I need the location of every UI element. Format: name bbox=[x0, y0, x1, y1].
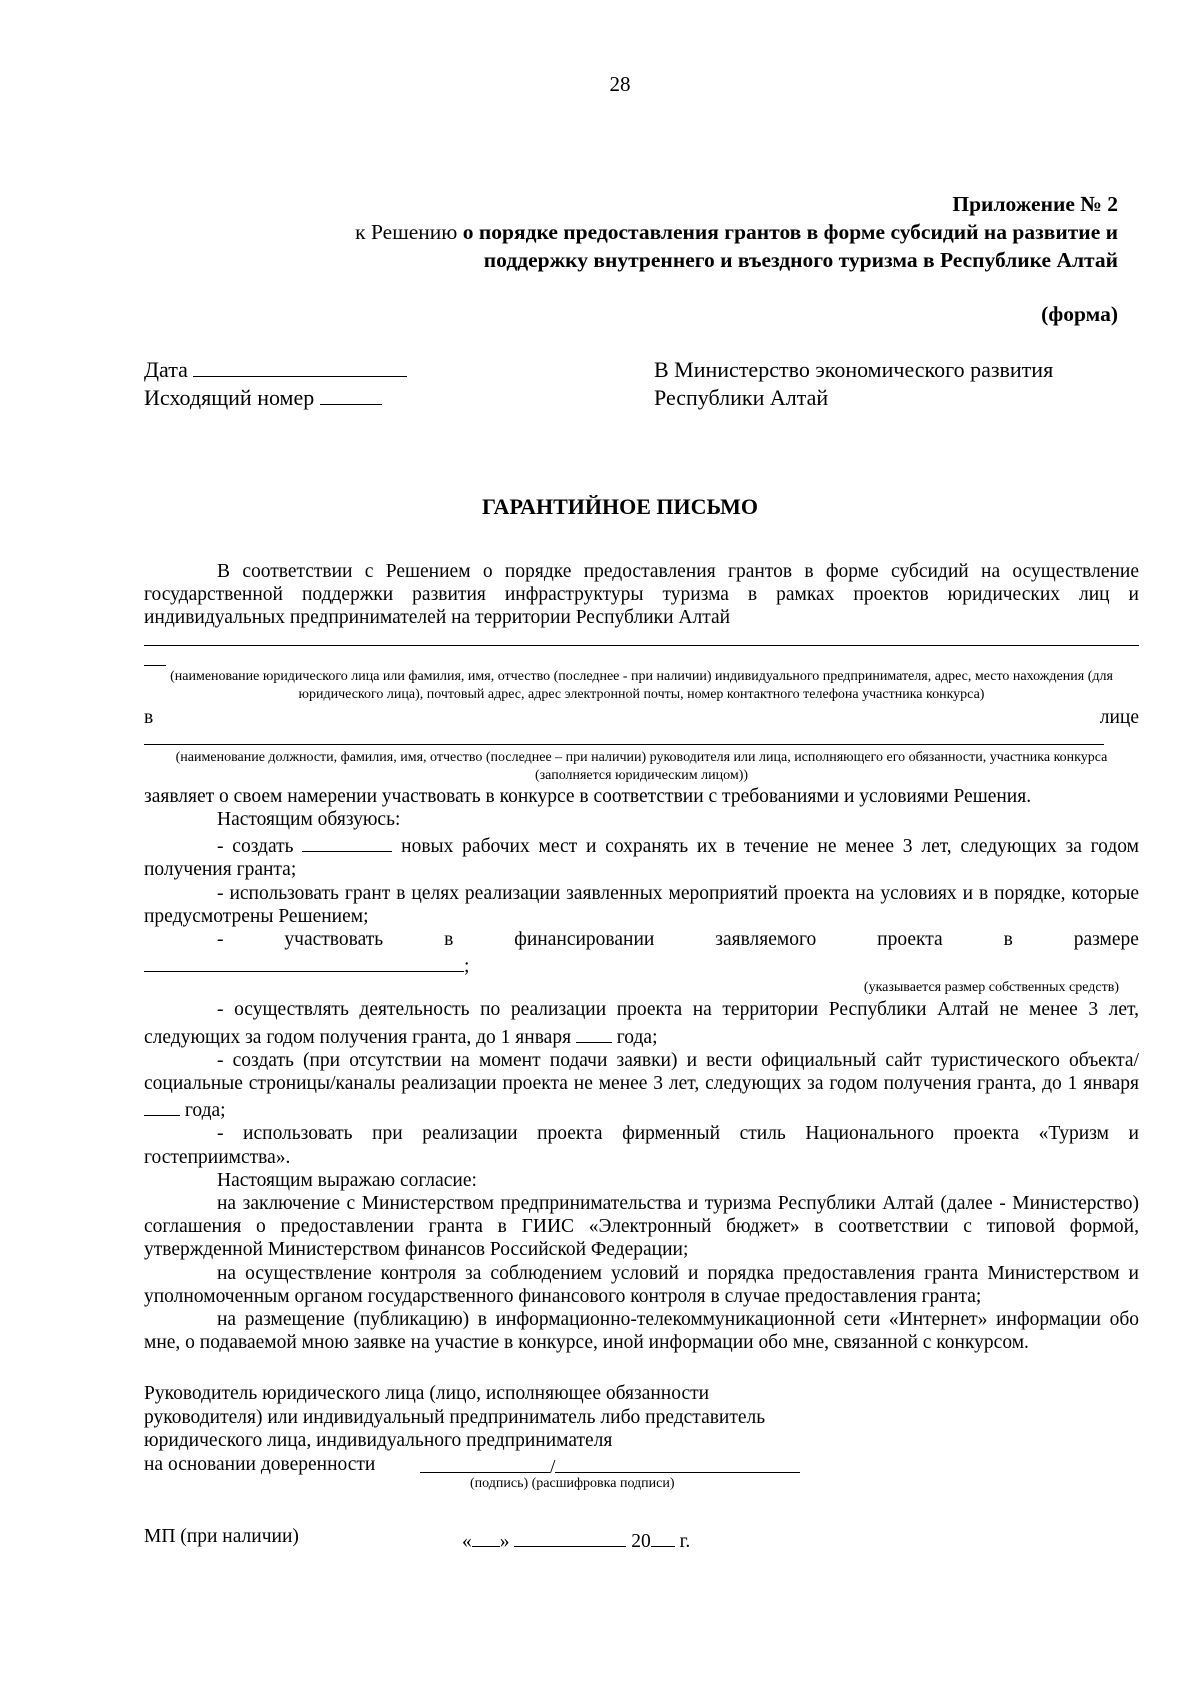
consent-2: на осуществление контроля за соблюдением условий и порядка предоставления гранта Министерством и уполномоченным органом государственного финансового контроля в случае предоставления гранта; bbox=[144, 1262, 1139, 1307]
signature-line bbox=[420, 1452, 800, 1479]
obligation-3-w2: в bbox=[444, 929, 454, 951]
year-prefix: 20 bbox=[631, 1531, 651, 1552]
oblige-heading: Настоящим обязуюсь: bbox=[217, 809, 401, 831]
addressee-line-2: Республики Алтай bbox=[654, 385, 829, 410]
date-block bbox=[144, 356, 407, 412]
in-person-row bbox=[144, 706, 1139, 729]
consent-heading: Настоящим выражаю согласие: bbox=[217, 1169, 477, 1191]
day-field[interactable] bbox=[472, 1526, 500, 1547]
date-field[interactable] bbox=[193, 356, 407, 377]
date-open-quote: « bbox=[462, 1531, 472, 1552]
obligation-3-w6: в bbox=[1003, 929, 1013, 951]
appendix-title-2: поддержку внутреннего и въездного туризма в Республике Алтай bbox=[483, 248, 1118, 272]
obligation-4-b: года; bbox=[616, 1026, 658, 1048]
head-caption: (наименование должности, фамилия, имя, отчество (последнее – при наличии) руководителя или лица, исполняющего его обязанности, участника конкурса (заполняется юридическим лицом)) bbox=[175, 749, 1108, 783]
sign-date bbox=[462, 1526, 690, 1553]
jobs-count-field[interactable] bbox=[302, 831, 392, 852]
own-funds-row bbox=[144, 951, 1139, 978]
obligation-3-w5: проекта bbox=[877, 929, 943, 951]
obligation-3 bbox=[144, 928, 1139, 951]
head-name-line[interactable] bbox=[144, 743, 1104, 745]
addressee-block bbox=[654, 356, 1053, 412]
signatory-line-4: на основании доверенности bbox=[144, 1453, 376, 1475]
signatory-line-1: Руководитель юридического лица (лицо, исполняющее обязанности bbox=[144, 1383, 710, 1404]
own-funds-caption: (указывается размер собственных средств) bbox=[863, 980, 1119, 996]
signatory-line-3: юридического лица, индивидуального предпринимателя bbox=[144, 1430, 613, 1451]
consent-1: на заключение с Министерством предпринимательства и туризма Республики Алтай (далее - Министерство) соглашения о предоставлении гранта в ГИИС «Электронный бюджет» в соответствии с типовой формой, утвержденной Министерством финансов Российской Федерации; bbox=[144, 1193, 1139, 1261]
obligation-3-w1: участвовать bbox=[284, 929, 384, 951]
obligation-3-w3: финансировании bbox=[514, 929, 655, 951]
addressee-line-1: В Министерство экономического развития bbox=[654, 357, 1054, 382]
year-field-1[interactable] bbox=[576, 1022, 612, 1043]
appendix-prefix: к Решению bbox=[355, 220, 463, 244]
obligation-1 bbox=[144, 831, 1139, 881]
appendix-title-1: о порядке предоставления грантов в форме субсидий на развитие и bbox=[462, 220, 1118, 244]
year-field-2[interactable] bbox=[144, 1095, 180, 1116]
in-label: в bbox=[144, 706, 154, 728]
declares-paragraph: заявляет о своем намерении участвовать в конкурсе в соответствии с требованиями и условиями Решения. bbox=[144, 785, 1032, 807]
entity-name-line[interactable] bbox=[144, 644, 1139, 646]
stamp-label: МП (при наличии) bbox=[144, 1526, 299, 1547]
date-close-quote: » bbox=[499, 1531, 510, 1552]
own-funds-field[interactable] bbox=[144, 951, 464, 972]
consent-3: на размещение (публикацию) в информационно-телекоммуникационной сети «Интернет» информации обо мне, о подаваемой мною заявке на участие в конкурсе, иной информации обо мне, связанной с конкурсом. bbox=[144, 1309, 1139, 1354]
page-number: 28 bbox=[609, 72, 631, 96]
signature-caption: (подпись) (расшифровка подписи) bbox=[470, 1476, 675, 1491]
obligation-3-w4: заявляемого bbox=[715, 929, 817, 951]
outgoing-number-field[interactable] bbox=[320, 384, 382, 405]
date-label: Дата bbox=[144, 357, 188, 382]
entity-caption: (наименование юридического лица или фамилия, имя, отчество (последнее - при наличии) индивидуального предпринимателя, адрес, место нахождения (для юридического лица), почтовый адрес, адрес электронной почты, номер контактного телефона участника конкурса) bbox=[170, 668, 1113, 702]
obligation-3-w0: - bbox=[217, 929, 224, 951]
obligation-2: - использовать грант в целях реализации заявленных мероприятий проекта на условиях и в порядке, которые предусмотрены Решением; bbox=[144, 882, 1139, 927]
obligation-3-w7: размере bbox=[1073, 929, 1139, 951]
obligation-5-b: года; bbox=[184, 1100, 226, 1122]
entity-name-line-end[interactable] bbox=[144, 664, 166, 666]
obligation-6: - использовать при реализации проекта фирменный стиль Национального проекта «Туризм и гостеприимства». bbox=[144, 1123, 1139, 1168]
intro-paragraph: В соответствии с Решением о порядке предоставления грантов в форме субсидий на осуществление государственной поддержки развития инфраструктуры туризма в рамках проектов юридических лиц и индивидуальных предпринимателей на территории Республики Алтай bbox=[144, 561, 1139, 629]
letter-body bbox=[144, 560, 1139, 1354]
appendix-header bbox=[218, 190, 1118, 274]
person-label: лице bbox=[1099, 706, 1139, 728]
signatory-line-2: руководителя) или индивидуальный предприниматель либо представитель bbox=[144, 1406, 766, 1428]
outgoing-number-label: Исходящий номер bbox=[144, 385, 315, 410]
document-title: ГАРАНТИЙНОЕ ПИСЬМО bbox=[481, 494, 759, 519]
obligation-1-a: - создать bbox=[217, 836, 294, 858]
year-suffix: г. bbox=[679, 1531, 691, 1552]
signature-field[interactable] bbox=[420, 1452, 550, 1473]
obligation-1-b: новых рабочих мест и сохранять их в течение не менее 3 лет, следующих за годом получения гранта; bbox=[144, 836, 1139, 881]
signature-slash: / bbox=[550, 1457, 556, 1478]
obligation-5-a: - создать (при отсутствии на момент подачи заявки) и вести официальный сайт туристического объекта/социальные строницы/каналы реализации проекта не менее 3 лет, следующих за годом получения гранта, до 1 января bbox=[144, 1049, 1139, 1095]
appendix-number: Приложение № 2 bbox=[952, 192, 1118, 216]
own-funds-end: ; bbox=[464, 956, 470, 978]
obligation-4 bbox=[144, 998, 1139, 1048]
obligation-5 bbox=[144, 1049, 1139, 1123]
obligation-4-a: - осуществлять деятельность по реализации проекта на территории Республики Алтай не менее 3 лет, следующих за годом получения гранта, до 1 января bbox=[144, 999, 1139, 1048]
signature-decoding-field[interactable] bbox=[555, 1452, 800, 1473]
month-field[interactable] bbox=[514, 1526, 626, 1547]
form-label: (форма) bbox=[1041, 302, 1118, 326]
year-field[interactable] bbox=[651, 1526, 675, 1547]
